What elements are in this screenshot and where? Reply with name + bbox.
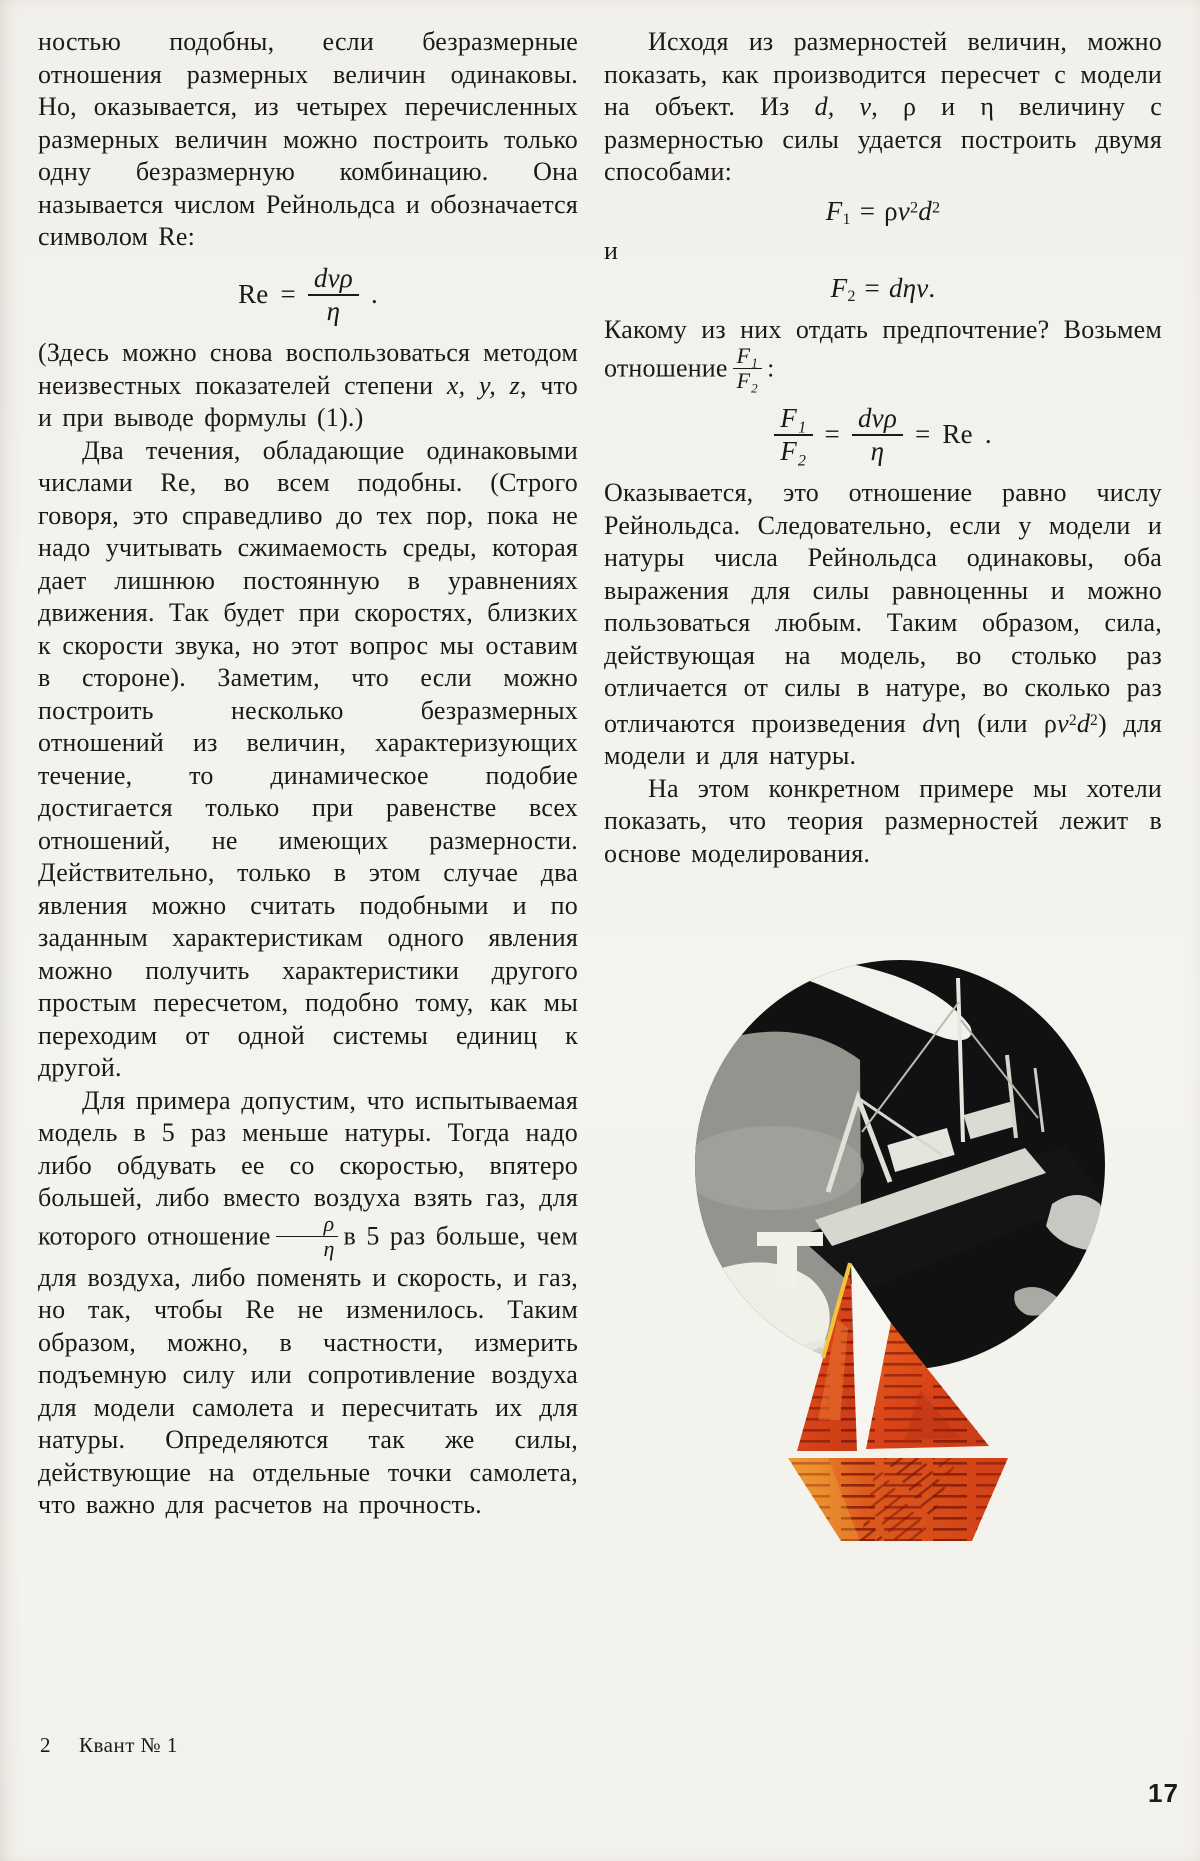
text-segment: d: [918, 195, 932, 226]
text-segment: x, y, z: [446, 370, 520, 400]
fraction-numerator: dvρ: [852, 404, 903, 436]
text-segment: v: [897, 195, 910, 226]
page-number: 17: [1148, 1778, 1179, 1808]
ratio-formula: [604, 404, 1162, 466]
text-segment: ) для модели и для натуры.: [604, 708, 1162, 771]
formula-result: Re: [942, 419, 973, 450]
fraction-denominator: F₂: [780, 436, 807, 467]
fraction-denominator: η: [870, 436, 885, 467]
text-segment: η (или ρ: [947, 708, 1058, 738]
issue-footer-title: Квант № 1: [79, 1733, 178, 1757]
fraction-denominator: F₂: [736, 367, 759, 393]
inline-fraction: [733, 342, 763, 393]
text-segment: 2: [931, 198, 941, 217]
issue-footer-mark: 2: [40, 1733, 51, 1757]
text-segment: , ρ и η величину с размерностью силы удается построить двумя способами:: [604, 92, 1162, 186]
text-segment: Какому из них отдать предпочтение? Возьмем отношение: [604, 315, 1162, 383]
fraction-numerator: dvρ: [308, 264, 359, 296]
text-segment: Оказывается, это отношение равно числу Рейнольдса. Следовательно, если у модели и натуры числа Рейнольдса одинаковы, оба выражения для силы равноценны и можно пользоваться любым. Таким образом, сила, действующая на модель, во столько раз отличается от силы в натуре, во сколько раз отличаются произведения: [604, 478, 1162, 738]
fraction-denominator: η: [323, 1235, 335, 1261]
equals-sign: =: [914, 419, 931, 450]
fraction: [774, 404, 812, 466]
paragraph: [604, 314, 1162, 394]
text-segment: (Здесь можно снова воспользоваться методом неизвестных показателей степени: [38, 338, 578, 400]
paragraph: ностью подобны, если безразмерные отношения размерных величин одинаковы. Но, оказывается, из четырех перечисленных размерных величин можно построить только одну безразмерную комбинацию. Она называется числом Рейнольдса и обозначается символом Re:: [38, 27, 578, 251]
paragraph: [38, 337, 578, 435]
equals-sign: =: [280, 279, 296, 310]
text-segment: 2: [1068, 711, 1077, 729]
paragraph: [38, 1085, 578, 1522]
paragraph: [604, 26, 1162, 189]
text-segment: d, v: [814, 92, 872, 121]
left-column: [38, 26, 578, 1522]
formula-lhs: Re: [238, 279, 269, 310]
text-segment: Исходя из размерностей величин, можно показать, как производится пересчет с модели на объект. Из: [604, 27, 1162, 121]
text-segment: F: [825, 195, 843, 226]
text-segment: 1: [842, 209, 851, 228]
paragraph: [604, 477, 1162, 773]
reynolds-number-formula: [38, 264, 578, 326]
text-segment: 2: [909, 198, 919, 217]
paragraph: Два течения, обладающие одинаковыми числами Re, во всем подобны. (Строго говоря, это справедливо до тех пор, пока не надо учитывать сжимаемость среды, которая дает лишнюю постоянную в уравнениях движения. Так будет при скоростях, близких к скорости звука, но этот вопрос мы оставим в стороне). Заметим, что если можно построить несколько безразмерных отношений из величин, характеризующих течение, то динамическое подобие достигается только при равенстве всех отношений, не имеющих размерности. Действительно, только в этом случае два явления можно считать подобными и по заданным характеристикам одного явления можно получить характеристики другого простым пересчетом, подобно тому, как мы переходим от одной системы единиц к другой.: [38, 435, 578, 1083]
text-segment: 2: [1090, 711, 1099, 729]
text-segment: ηv: [902, 273, 929, 304]
fraction-numerator: F₁: [774, 404, 812, 436]
text-segment: 2: [847, 287, 856, 306]
text-segment: .: [928, 273, 936, 304]
text-segment: Для примера допустим, что испытываемая модель в 5 раз меньше натуры. Тогда надо либо обдувать ее со скоростью, впятеро большей, либо вместо воздуха взять газ, для которого отношение: [38, 1085, 578, 1251]
formula-period: .: [370, 279, 378, 310]
figure-collage: [560, 920, 1200, 1661]
text-segment: d: [1076, 708, 1091, 738]
fraction: [308, 264, 359, 326]
text-segment: в 5 раз больше, чем для воздуха, либо поменять и скорость, и газ, но так, чтобы Re не изменилось. Таким образом, можно, в частности, измерить подъемную силу или сопротивление воздуха для модели самолета и пересчитать их для натуры. Определяются так же силы, действующие на отдельные точки самолета, что важно для расчетов на прочность.: [38, 1221, 578, 1520]
inline-fraction: [276, 1210, 339, 1261]
fraction-denominator: η: [326, 295, 341, 326]
text-segment: , что и при выводе формулы (1).): [38, 370, 578, 433]
fraction-numerator: F₁: [733, 345, 763, 369]
issue-footer: [40, 1733, 178, 1758]
conjunction-and: и: [604, 236, 619, 266]
formula-period: .: [984, 419, 992, 450]
text-segment: v: [1057, 708, 1069, 738]
right-column: [604, 26, 1162, 870]
text-segment: :: [767, 353, 775, 383]
text-segment: F: [830, 273, 848, 304]
ship-photo: [680, 960, 1105, 1370]
equals-sign: =: [824, 419, 840, 450]
text-segment: dv: [922, 708, 948, 738]
paragraph: На этом конкретном примере мы хотели показать, что теория размерностей лежит в основе моделирования.: [604, 773, 1162, 868]
text-segment: d: [888, 273, 903, 304]
force-formula-2: [604, 274, 1162, 306]
text-segment: = ρ: [850, 195, 898, 226]
force-formula-1: [604, 197, 1162, 229]
fraction-numerator: ρ: [276, 1213, 339, 1237]
text-segment: =: [855, 273, 889, 304]
fraction: [852, 404, 903, 466]
